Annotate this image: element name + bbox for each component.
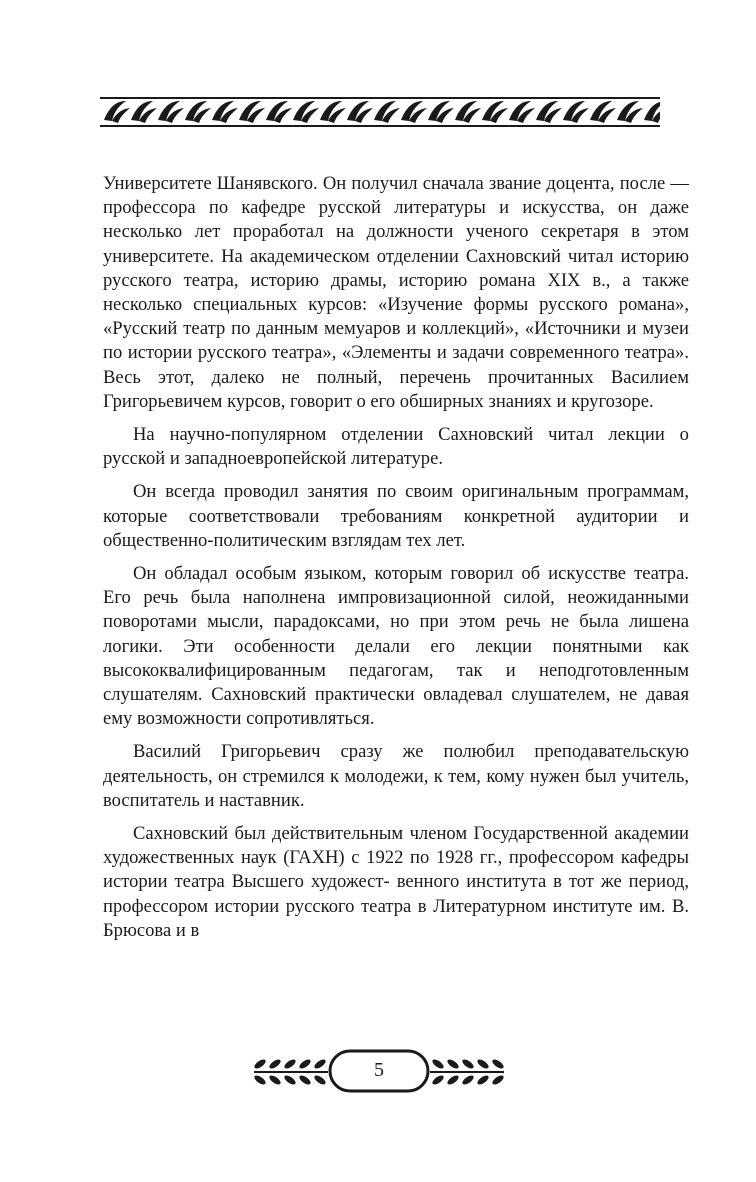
text-line: театра. Его речь была наполнена импровизационной силой, [103, 563, 689, 609]
text-line: конкретной аудитории и общественно-политическим взглядам [103, 505, 689, 551]
text-line: русского театра», «Элементы и задачи современного театра». [197, 342, 689, 364]
text-line: учитель, воспитатель и наставник. [103, 765, 690, 811]
text-line: На научно-популярном отделении Сахновский читал [133, 424, 594, 446]
text-line: Григорьевичем курсов, говорит о его обширных знаниях и [103, 390, 567, 412]
text-line: после — профессора по кафедре русской литературы и [103, 173, 689, 219]
text-line: Университете Шанявского. Он получил сначала звание доцента, [103, 173, 615, 194]
page-footer [248, 1048, 510, 1094]
text-line: венного института в тот же период, профессором истории [103, 871, 689, 917]
text-line: Весь этот, далеко не полный, перечень прочитанных Василием [103, 366, 689, 388]
paragraph [103, 423, 689, 471]
paragraph [103, 562, 689, 731]
text-line: кругозоре. [571, 390, 654, 412]
text-line: так и неподготовленным слушателям. Сахновский практически [103, 659, 689, 706]
text-line: лекции о русской и западноевропейской литературе. [103, 424, 689, 470]
text-line: драмы, историю романа XIX в., а также несколько специальных [103, 269, 689, 316]
text-line: Он всегда проводил занятия по своим оригинальным [133, 481, 579, 503]
text-line: Он обладал особым языком, которым говорил об искусстве [133, 563, 626, 585]
text-line: неожиданными поворотами мысли, парадоксами, но при этом [103, 587, 689, 633]
text-line: данным мемуаров и коллекций», «Источники и музеи по истории [103, 318, 689, 364]
text-line: курсов: «Изучение формы русского романа», «Русский театр по [103, 294, 689, 340]
paragraph [103, 822, 689, 943]
text-line: речь не была лишена логики. Эти особенности делали его [103, 611, 689, 657]
decorative-border-ornament [100, 95, 660, 129]
text-line: лекции понятными как высококвалифицированным педагогам, [103, 635, 689, 681]
text-line: искусства, он даже несколько лет проработал на должности [103, 197, 689, 243]
text-line: профессором кафедры истории театра Высшего художест- [103, 847, 690, 893]
page-number: 5 [374, 1059, 384, 1081]
paragraph [103, 740, 689, 813]
paragraph [103, 480, 689, 553]
text-line: Василий Григорьевич сразу же полюбил преподавательскую [133, 741, 689, 763]
text-line: Сахновский был действительным членом Государственной [133, 823, 608, 845]
text-line: отделении Сахновский читал историю русского театра, историю [103, 245, 689, 291]
text-line: программам, которые соответствовали требованиям [103, 481, 689, 527]
body-text [103, 172, 689, 943]
text-line: деятельность, он стремился к молодежи, к тем, кому нужен был [103, 765, 617, 787]
text-line: тех лет. [406, 529, 466, 551]
text-line: ученого секретаря в этом университете. На академическом [103, 221, 689, 267]
paragraph [103, 172, 689, 414]
text-line: академии художественных наук (ГАХН) с 1922 по 1928 гг., [103, 823, 689, 869]
text-line: овладевал слушателем, не давая ему возможности [103, 684, 689, 730]
text-line: сопротивляться. [246, 708, 375, 730]
text-line: русского театра в Литературном институте им. В. Брюсова и в [103, 895, 689, 941]
